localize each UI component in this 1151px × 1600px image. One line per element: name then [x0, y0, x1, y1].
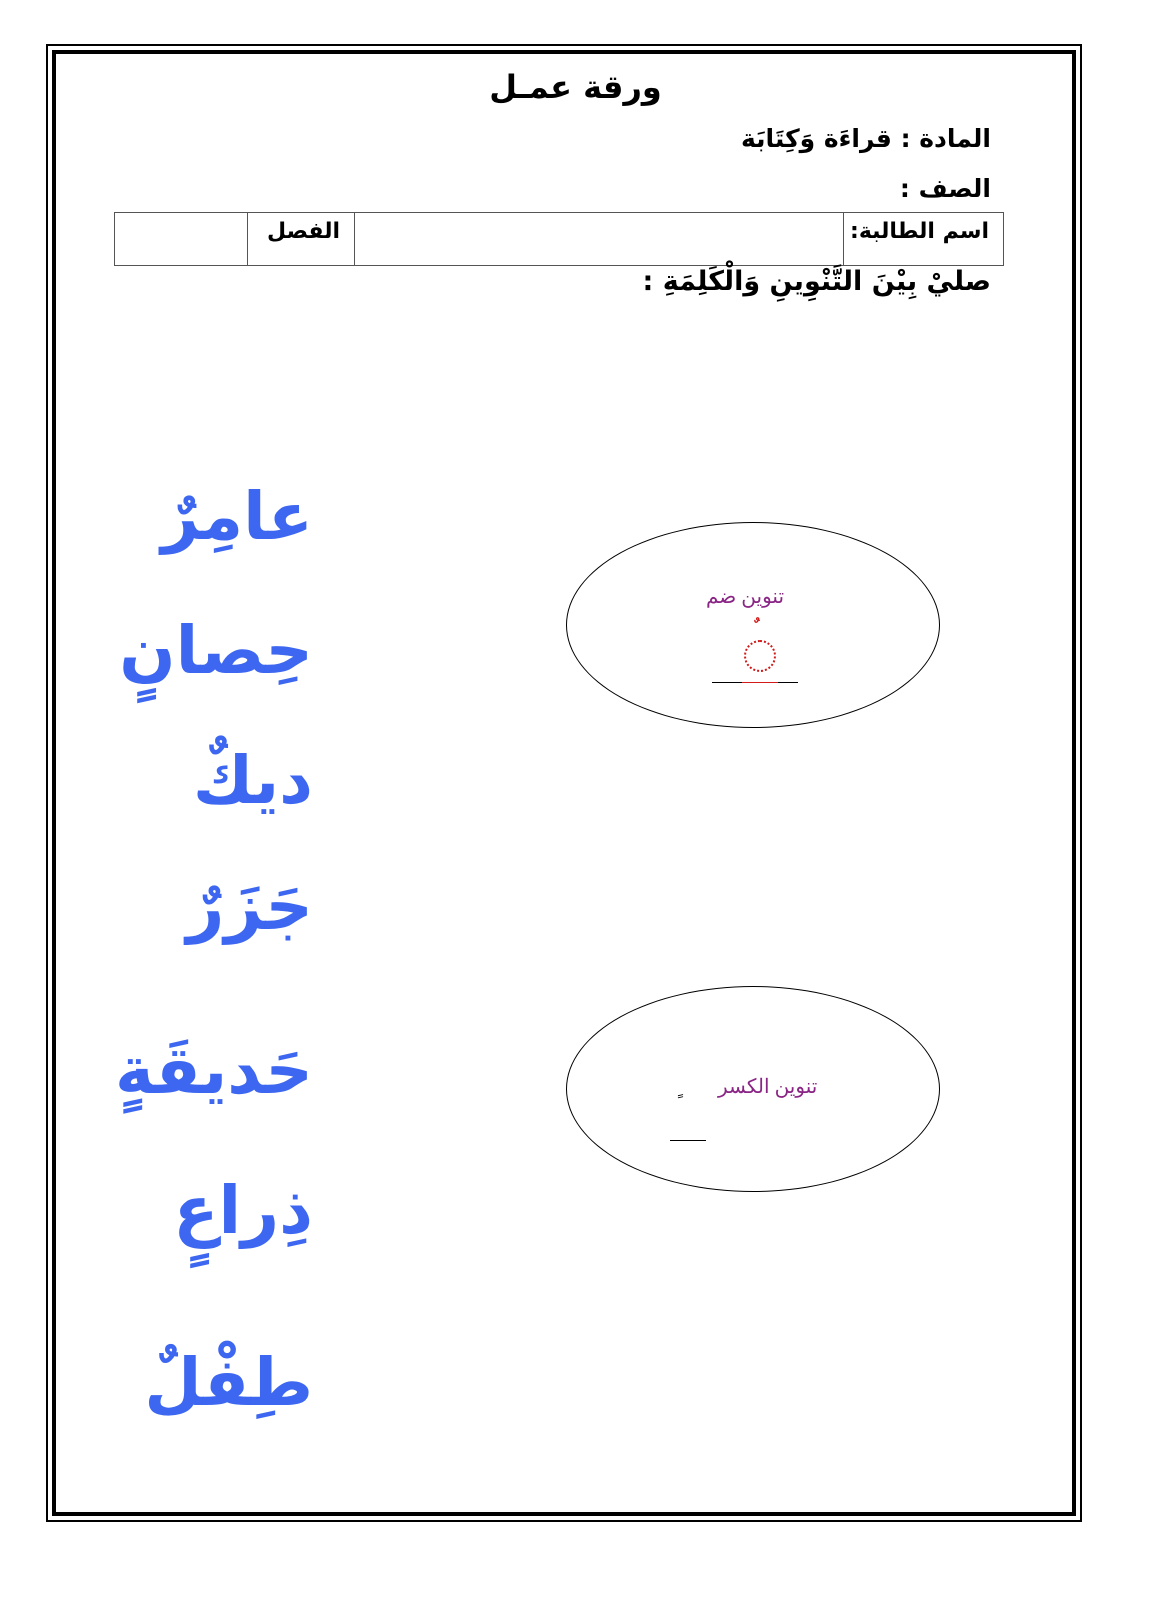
student-info-table [114, 212, 1004, 266]
word-item[interactable]: ذِراعٍ [173, 1172, 313, 1249]
word-item[interactable]: طِفْلٌ [144, 1344, 313, 1421]
baseline-highlight [742, 682, 778, 683]
dotted-letter-circle-icon [744, 640, 776, 672]
word-item[interactable]: ديكٌ [192, 742, 313, 819]
tanween-damm-label: تنوين ضم [706, 586, 785, 608]
student-name-label: اسم الطالبة: [844, 213, 1004, 266]
worksheet-title: ورقة عمـل [489, 68, 662, 106]
grade-line: الصف : [899, 174, 991, 203]
tanween-kasr-label: تنوين الكسر [718, 1076, 818, 1098]
class-field[interactable] [115, 213, 248, 266]
word-item[interactable]: عامِرٌ [161, 478, 313, 555]
word-item[interactable]: جَزَرٌ [186, 868, 313, 945]
word-item[interactable]: حِصانٍ [119, 612, 313, 689]
class-label: الفصل [248, 213, 355, 266]
instruction-text: صليْ بِيْنَ التَّنْوِينِ وَالْكَلِمَةِ : [642, 266, 991, 297]
baseline-divider [670, 1140, 706, 1141]
student-name-field[interactable] [355, 213, 844, 266]
word-item[interactable]: حَديقَةٍ [115, 1032, 313, 1109]
tanween-damm-target[interactable] [566, 522, 940, 728]
subject-line: المادة : قراءَة وَكِتَابَة [740, 124, 991, 153]
